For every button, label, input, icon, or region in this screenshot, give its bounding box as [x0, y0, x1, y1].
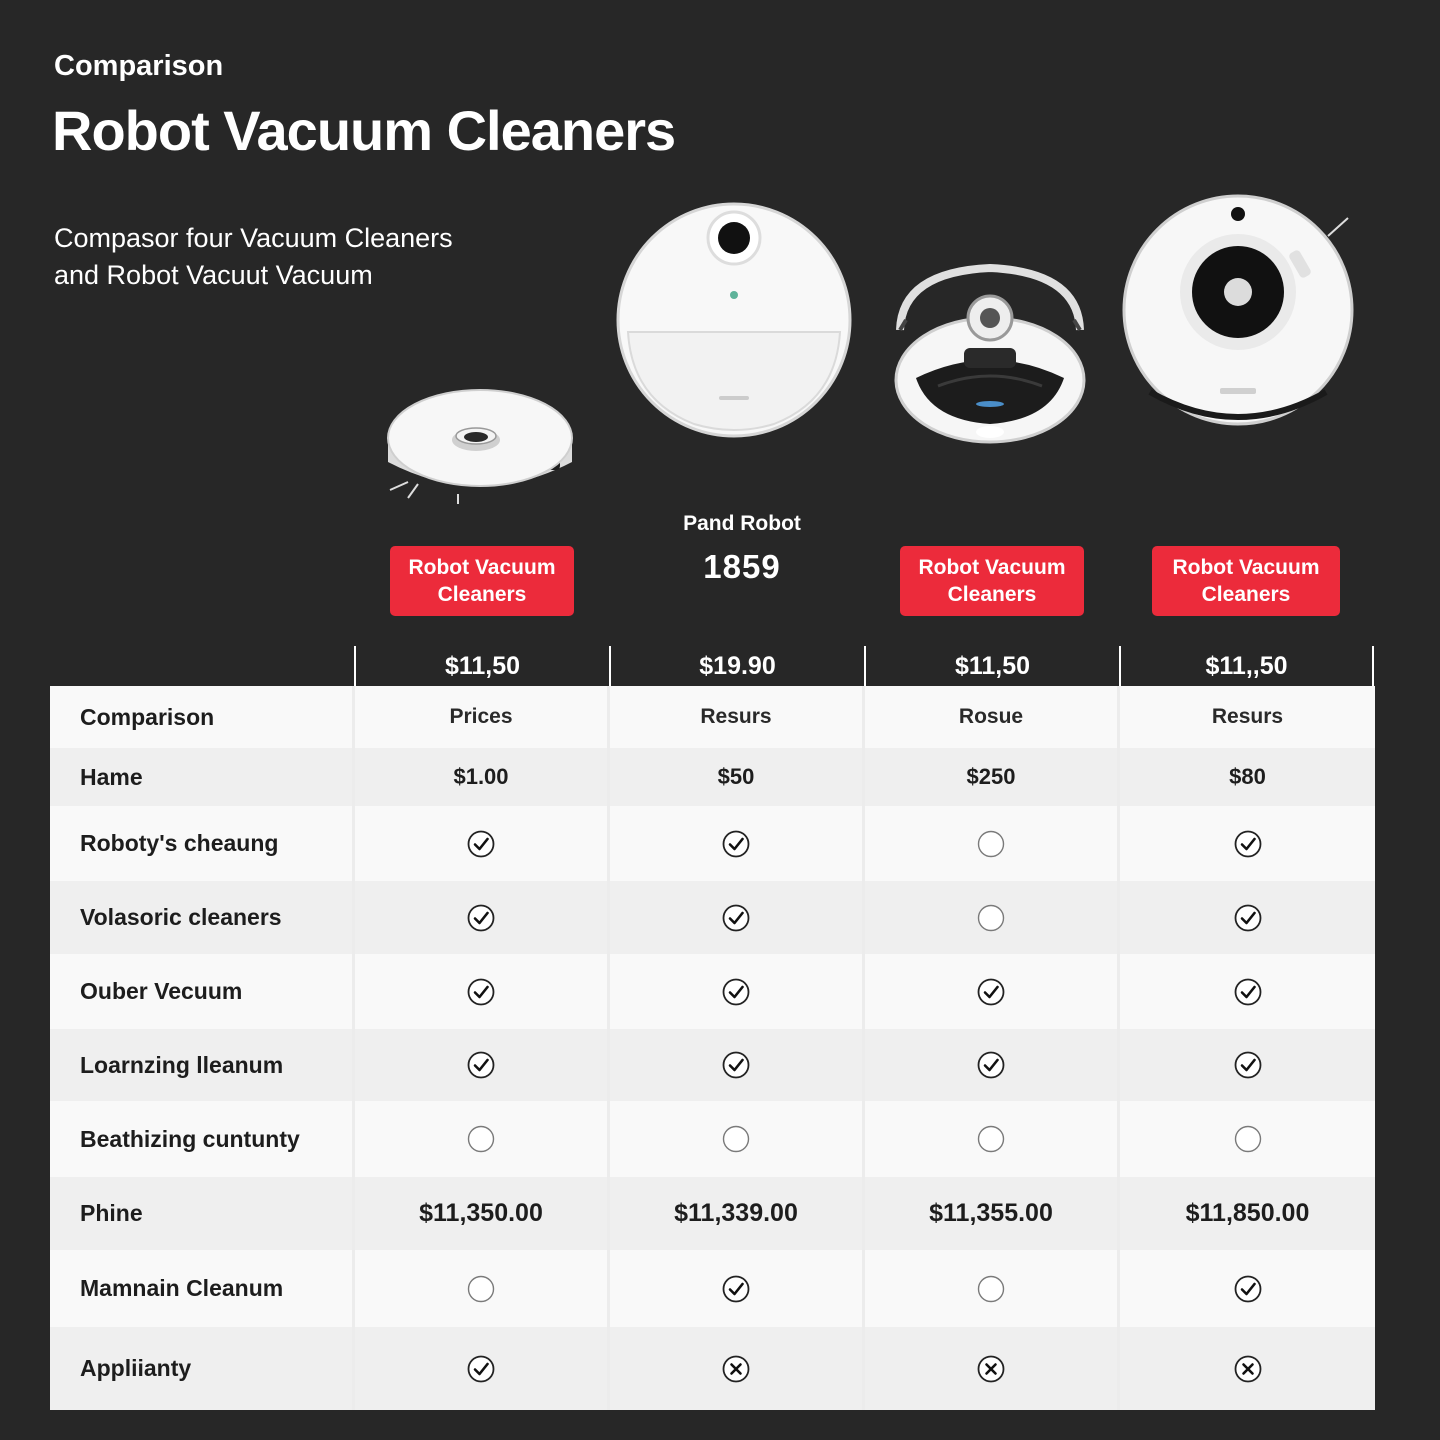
product-4-header	[1152, 546, 1340, 616]
check-circle-icon	[977, 978, 1005, 1006]
table-cell	[1120, 1101, 1375, 1177]
table-cell	[355, 806, 610, 881]
table-cell	[1120, 806, 1375, 881]
table-cell: $11,850.00	[1120, 1177, 1375, 1250]
empty-circle-icon	[1234, 1125, 1262, 1153]
table-cell	[355, 1101, 610, 1177]
check-circle-icon	[722, 1275, 750, 1303]
table-cell	[355, 881, 610, 954]
check-circle-icon	[1234, 978, 1262, 1006]
table-cell: Resurs	[610, 686, 865, 748]
empty-circle-icon	[977, 1275, 1005, 1303]
table-cell	[610, 806, 865, 881]
check-circle-icon	[467, 1355, 495, 1383]
row-label: Hame	[50, 748, 355, 806]
check-circle-icon	[977, 1051, 1005, 1079]
table-cell	[865, 806, 1120, 881]
table-cell: Prices	[355, 686, 610, 748]
page-title: Robot Vacuum Cleaners	[52, 99, 676, 162]
table-cell	[865, 1101, 1120, 1177]
table-row	[50, 1029, 1375, 1101]
cross-circle-icon	[977, 1355, 1005, 1383]
table-cell	[865, 881, 1120, 954]
top-price-2: $19.90	[609, 646, 864, 686]
empty-circle-icon	[977, 1125, 1005, 1153]
comparison-table	[50, 686, 1375, 1410]
cross-circle-icon	[722, 1355, 750, 1383]
table-row	[50, 748, 1375, 806]
top-price-3: $11,50	[864, 646, 1119, 686]
product-4-button-line-2: Cleaners	[1201, 583, 1291, 606]
table-cell	[610, 1029, 865, 1101]
table-cell	[1120, 1029, 1375, 1101]
top-price-4: $11,,50	[1119, 646, 1374, 686]
table-row	[50, 806, 1375, 881]
check-circle-icon	[467, 1051, 495, 1079]
table-cell	[355, 1250, 610, 1327]
table-cell	[610, 881, 865, 954]
robot-vacuum-image-2	[614, 200, 854, 440]
table-cell	[355, 954, 610, 1029]
row-label: Phine	[50, 1177, 355, 1250]
table-row	[50, 1327, 1375, 1410]
product-1-button[interactable]	[390, 546, 574, 616]
top-price-row	[354, 646, 1374, 686]
row-label: Ouber Vecuum	[50, 954, 355, 1029]
product-1-button-line-1: Robot Vacuum	[408, 556, 556, 579]
table-cell	[610, 1250, 865, 1327]
empty-circle-icon	[467, 1125, 495, 1153]
subtitle-line-2: and Robot Vacuut Vacuum	[54, 260, 373, 290]
table-cell: $80	[1120, 748, 1375, 806]
check-circle-icon	[467, 978, 495, 1006]
check-circle-icon	[722, 904, 750, 932]
table-cell	[610, 1101, 865, 1177]
product-4-button-line-1: Robot Vacuum	[1172, 556, 1320, 579]
table-cell	[355, 1327, 610, 1410]
row-label: Appliianty	[50, 1327, 355, 1410]
row-label: Volasoric cleaners	[50, 881, 355, 954]
check-circle-icon	[722, 978, 750, 1006]
product-1-button-line-2: Cleaners	[437, 583, 527, 606]
robot-vacuum-image-3	[890, 262, 1090, 447]
row-label: Beathizing cuntunty	[50, 1101, 355, 1177]
table-cell: Rosue	[865, 686, 1120, 748]
product-3-header	[900, 546, 1084, 616]
table-cell: $11,339.00	[610, 1177, 865, 1250]
check-circle-icon	[467, 904, 495, 932]
empty-circle-icon	[722, 1125, 750, 1153]
table-cell: $1.00	[355, 748, 610, 806]
table-cell	[1120, 1250, 1375, 1327]
empty-circle-icon	[977, 830, 1005, 858]
table-row	[50, 686, 1375, 748]
empty-circle-icon	[467, 1275, 495, 1303]
check-circle-icon	[722, 830, 750, 858]
product-3-button-line-2: Cleaners	[947, 583, 1037, 606]
table-cell	[1120, 954, 1375, 1029]
robot-vacuum-image-1	[380, 380, 580, 505]
table-row	[50, 881, 1375, 954]
product-2-name: Pand Robot	[683, 512, 801, 535]
table-cell	[1120, 881, 1375, 954]
table-cell: $11,355.00	[865, 1177, 1120, 1250]
robot-vacuum-image-4	[1120, 192, 1360, 432]
check-circle-icon	[1234, 830, 1262, 858]
table-cell	[865, 1250, 1120, 1327]
table-cell	[865, 954, 1120, 1029]
table-cell	[610, 954, 865, 1029]
row-label: Loarnzing lleanum	[50, 1029, 355, 1101]
row-label: Roboty's cheaung	[50, 806, 355, 881]
top-price-1: $11,50	[354, 646, 609, 686]
subtitle-line-1: Compasor four Vacuum Cleaners	[54, 223, 453, 253]
row-label: Comparison	[50, 686, 355, 748]
table-cell	[865, 1327, 1120, 1410]
eyebrow-label: Comparison	[54, 50, 224, 82]
check-circle-icon	[1234, 1051, 1262, 1079]
table-cell: $11,350.00	[355, 1177, 610, 1250]
product-4-button[interactable]	[1152, 546, 1340, 616]
check-circle-icon	[722, 1051, 750, 1079]
table-row	[50, 1101, 1375, 1177]
check-circle-icon	[467, 830, 495, 858]
page-subtitle	[54, 220, 514, 294]
table-cell	[1120, 1327, 1375, 1410]
empty-circle-icon	[977, 904, 1005, 932]
table-cell: $50	[610, 748, 865, 806]
check-circle-icon	[1234, 904, 1262, 932]
row-label: Mamnain Cleanum	[50, 1250, 355, 1327]
table-cell: Resurs	[1120, 686, 1375, 748]
table-row	[50, 1177, 1375, 1250]
product-2-header	[650, 512, 834, 586]
table-row	[50, 1250, 1375, 1327]
check-circle-icon	[1234, 1275, 1262, 1303]
product-1-header	[390, 546, 574, 616]
table-row	[50, 954, 1375, 1029]
table-cell	[355, 1029, 610, 1101]
cross-circle-icon	[1234, 1355, 1262, 1383]
product-2-price: 1859	[703, 548, 781, 585]
table-cell: $250	[865, 748, 1120, 806]
table-cell	[865, 1029, 1120, 1101]
product-3-button[interactable]	[900, 546, 1084, 616]
product-3-button-line-1: Robot Vacuum	[918, 556, 1066, 579]
table-cell	[610, 1327, 865, 1410]
